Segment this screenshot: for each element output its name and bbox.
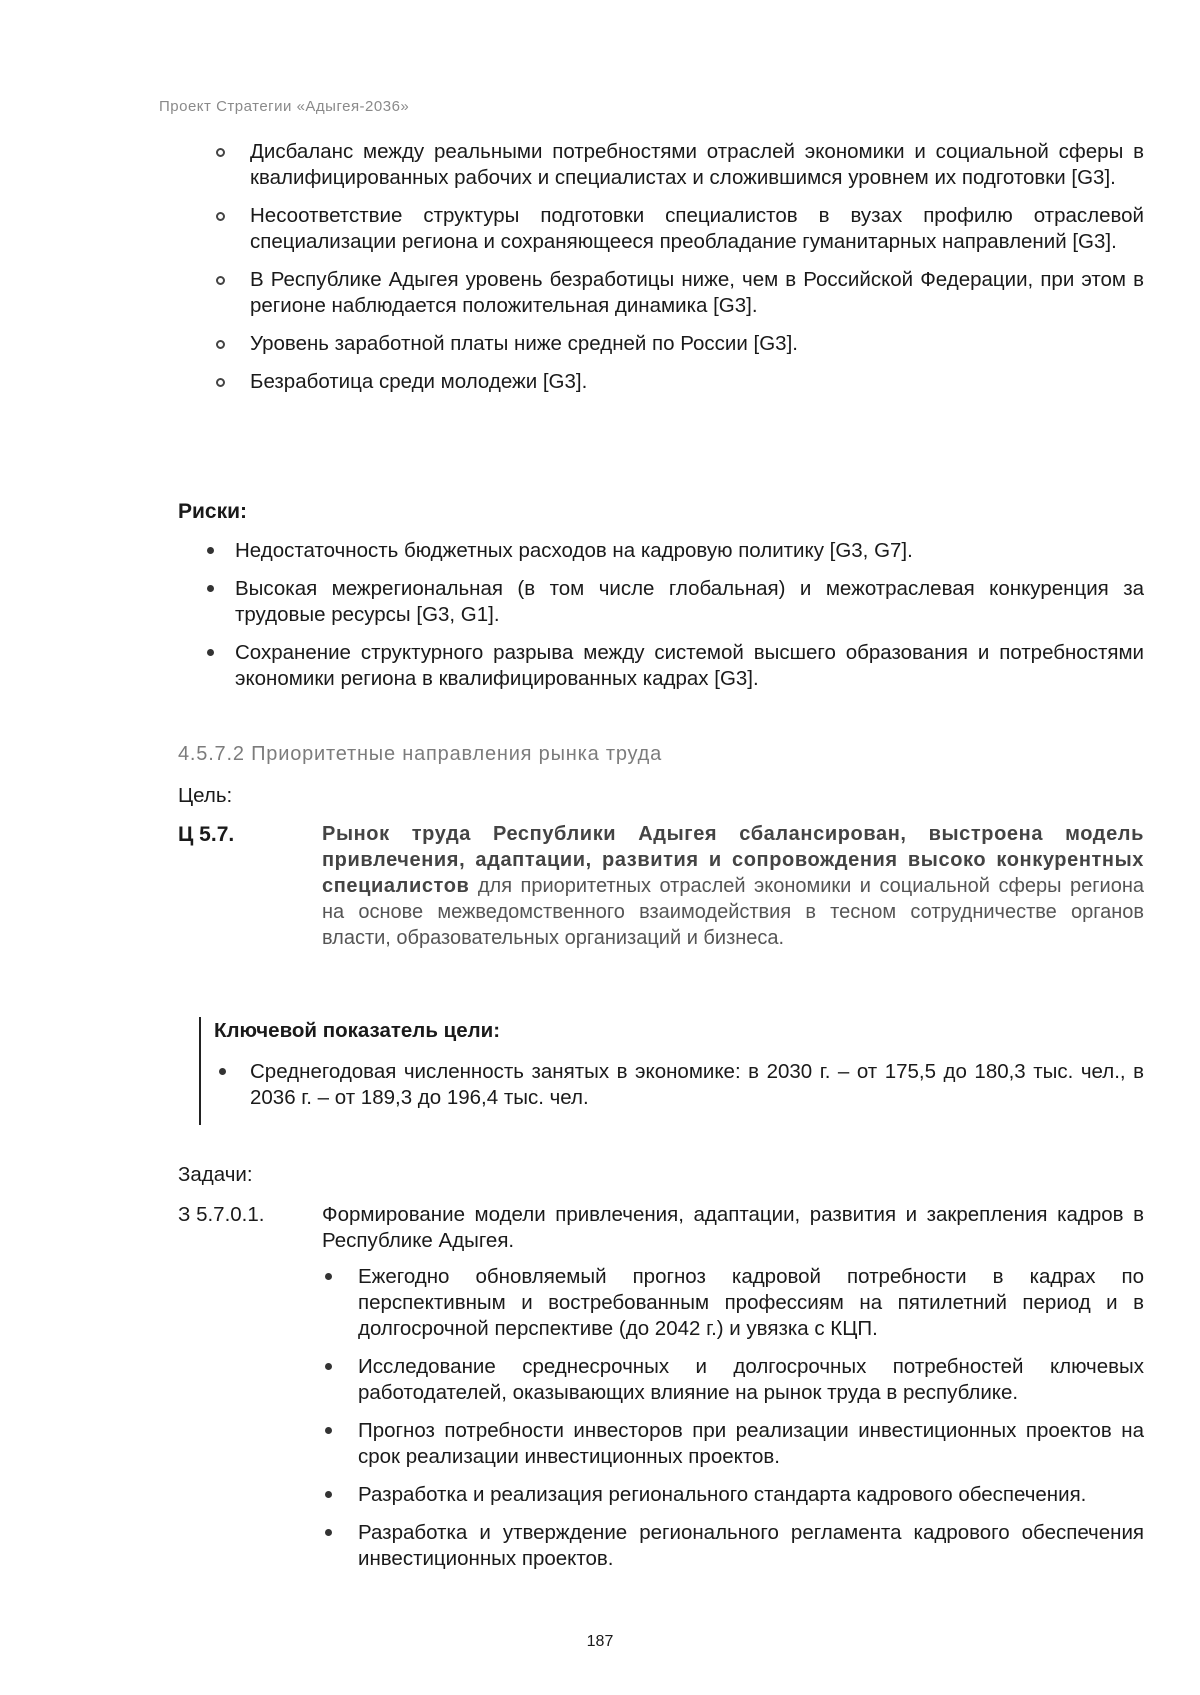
bullet-icon bbox=[325, 1427, 332, 1434]
section-heading: 4.5.7.2 Приоритетные направления рынка труда bbox=[178, 743, 663, 765]
bullet-icon bbox=[207, 585, 214, 592]
goal-code: Ц 5.7. bbox=[178, 823, 235, 846]
list-item: Высокая межрегиональная (в том числе глобальная) и межотраслевая конкуренция за трудовые ресурсы [G3, G1]. bbox=[235, 576, 1144, 628]
list-item: Разработка и утверждение регионального регламента кадрового обеспечения инвестиционных проектов. bbox=[358, 1520, 1144, 1572]
tasks-label: Задачи: bbox=[178, 1163, 253, 1186]
list-item: Уровень заработной платы ниже средней по России [G3]. bbox=[250, 331, 1144, 357]
bullet-icon bbox=[325, 1529, 332, 1536]
list-item: Недостаточность бюджетных расходов на кадровую политику [G3, G7]. bbox=[235, 538, 1144, 564]
list-item: Разработка и реализация регионального стандарта кадрового обеспечения. bbox=[358, 1482, 1144, 1508]
bullet-icon bbox=[325, 1363, 332, 1370]
list-item: Прогноз потребности инвесторов при реализации инвестиционных проектов на срок реализации инвестиционных проектов. bbox=[358, 1418, 1144, 1470]
bullet-icon bbox=[216, 148, 225, 157]
kpi-list bbox=[250, 1059, 1144, 1111]
kpi-heading: Ключевой показатель цели: bbox=[214, 1019, 501, 1042]
bullet-icon bbox=[216, 276, 225, 285]
goal-label: Цель: bbox=[178, 784, 233, 807]
bullet-icon bbox=[219, 1068, 226, 1075]
list-item: Дисбаланс между реальными потребностями отраслей экономики и социальной сферы в квалифицированных рабочих и специалистах и сложившимся уровнем их подготовки [G3]. bbox=[250, 139, 1144, 191]
bullet-icon bbox=[207, 547, 214, 554]
bullet-icon bbox=[216, 378, 225, 387]
bullet-icon bbox=[216, 212, 225, 221]
goal-text bbox=[322, 821, 1144, 951]
task-code: З 5.7.0.1. bbox=[178, 1203, 265, 1226]
page-number: 187 bbox=[586, 1633, 614, 1650]
bullet-icon bbox=[216, 340, 225, 349]
running-header: Проект Стратегии «Адыгея-2036» bbox=[159, 98, 410, 115]
kpi-vertical-rule bbox=[199, 1017, 201, 1125]
list-item: Сохранение структурного разрыва между системой высшего образования и потребностями экономики региона в квалифицированных кадрах [G3]. bbox=[235, 640, 1144, 692]
bullet-icon bbox=[207, 649, 214, 656]
task-text: Формирование модели привлечения, адаптации, развития и закрепления кадров в Республике Адыгея. bbox=[322, 1203, 1144, 1252]
risks-list bbox=[235, 538, 1144, 704]
risks-heading: Риски: bbox=[178, 500, 248, 523]
list-item: Несоответствие структуры подготовки специалистов в вузах профилю отраслевой специализации региона и сохраняющееся преобладание гуманитарных направлений [G3]. bbox=[250, 203, 1144, 255]
list-item: Безработица среди молодежи [G3]. bbox=[250, 369, 1144, 395]
list-item: Среднегодовая численность занятых в экономике: в 2030 г. – от 175,5 до 180,3 тыс. чел., в 2036 г. – от 189,3 до 196,4 тыс. чел. bbox=[250, 1059, 1144, 1111]
list-item: Исследование среднесрочных и долгосрочных потребностей ключевых работодателей, оказывающих влияние на рынок труда в республике. bbox=[358, 1354, 1144, 1406]
task-actions-list bbox=[358, 1264, 1144, 1584]
bullet-icon bbox=[325, 1273, 332, 1280]
bullet-icon bbox=[325, 1491, 332, 1498]
problems-list bbox=[250, 139, 1144, 407]
goal-text-strong: Рынок труда Республики Адыгея сбалансирован, выстроена модель привлечения, адаптации, развития и сопровождения высоко конкурентных специалистов bbox=[322, 823, 1144, 897]
goal-text-rest: для приоритетных отраслей экономики и социальной сферы региона на основе межведомственного взаимодействия в тесном сотрудничестве органов власти, образовательных организаций и бизнеса. bbox=[322, 875, 1144, 949]
list-item: Ежегодно обновляемый прогноз кадровой потребности в кадрах по перспективным и востребованным профессиям на пятилетний период и в долгосрочной перспективе (до 2042 г.) и увязка с КЦП. bbox=[358, 1264, 1144, 1342]
list-item: В Республике Адыгея уровень безработицы ниже, чем в Российской Федерации, при этом в регионе наблюдается положительная динамика [G3]. bbox=[250, 267, 1144, 319]
